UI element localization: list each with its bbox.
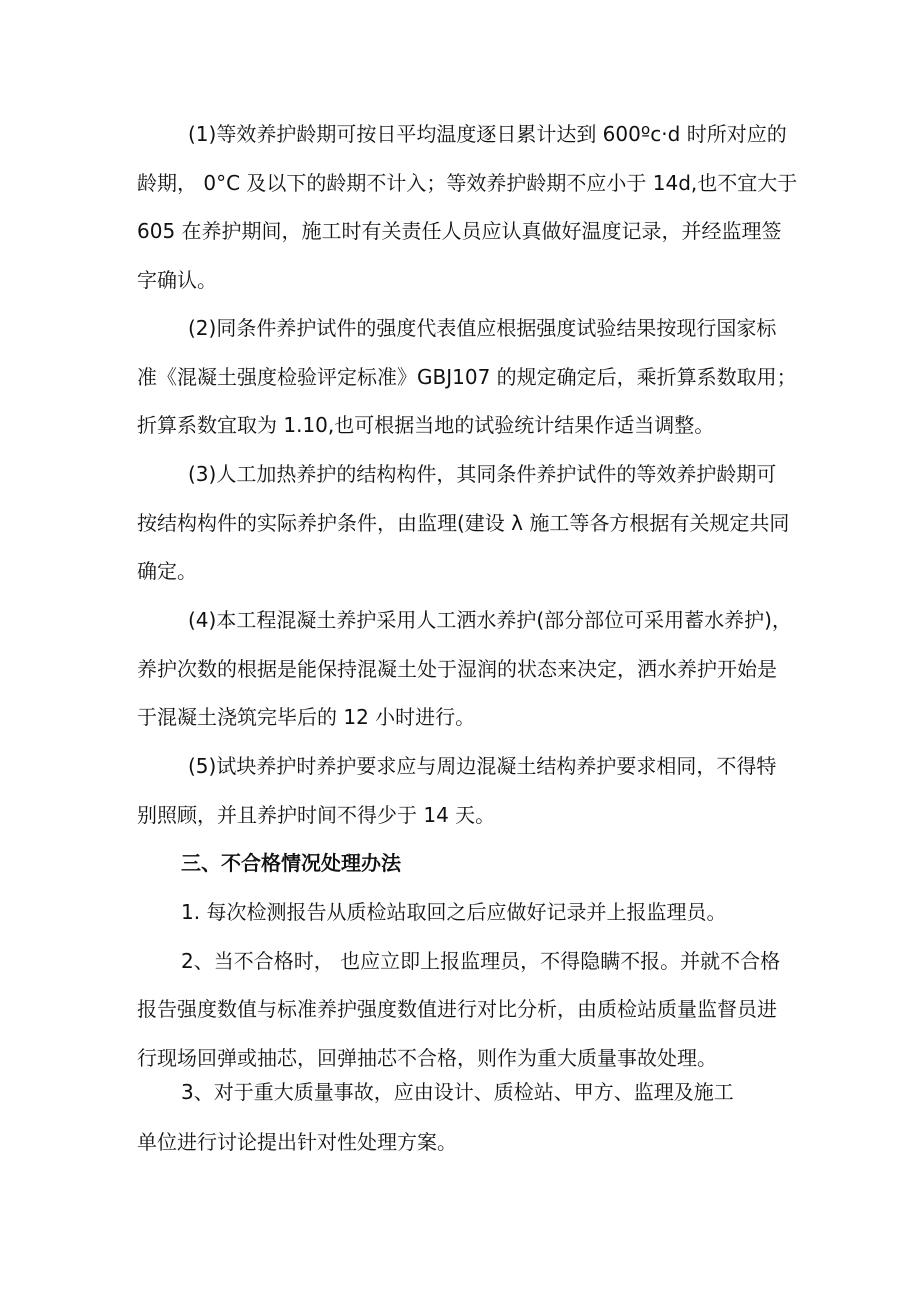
text-line: 按结构构件的实际养护条件，由监理(建设 λ 施工等各方根据有关规定共同 (137, 511, 790, 535)
section-heading: 三、不合格情况处理办法 (181, 851, 401, 875)
text-line: (3)人工加热养护的结构构件，其同条件养护试件的等效养护龄期可 (188, 462, 777, 486)
text-line: (4)本工程混凝土养护采用人工洒水养护(部分部位可采用蓄水养护)， (188, 608, 792, 632)
text-line: 折算系数宜取为 1.10,也可根据当地的试验统计结果作适当调整。 (137, 413, 715, 437)
text-line: 字确认。 (137, 268, 217, 292)
text-line: 3、对于重大质量事故，应由设计、质检站、甲方、监理及施工 (181, 1080, 734, 1104)
text-line: 1. 每次检测报告从质检站取回之后应做好记录并上报监理员。 (181, 900, 727, 924)
text-line: 报告强度数值与标准养护强度数值进行对比分析，由质检站质量监督员进 (137, 997, 777, 1021)
text-line: (1)等效养护龄期可按日平均温度逐日累计达到 600ºc·d 时所对应的 (188, 122, 787, 146)
text-line: 605 在养护期间，施工时有关责任人员应认真做好温度记录，并经监理签 (137, 219, 782, 243)
text-line: 确定。 (137, 559, 197, 583)
text-line: (2)同条件养护试件的强度代表值应根据强度试验结果按现行国家标 (188, 316, 777, 340)
text-line: 单位进行讨论提出针对性处理方案。 (137, 1130, 457, 1154)
text-line: 别照顾，并且养护时间不得少于 14 天。 (137, 803, 496, 827)
text-line: 养护次数的根据是能保持混凝土处于湿润的状态来决定，洒水养护开始是 (137, 657, 777, 681)
text-line: 行现场回弹或抽芯，回弹抽芯不合格，则作为重大质量事故处理。 (137, 1046, 717, 1070)
text-line: 于混凝土浇筑完毕后的 12 小时进行。 (137, 705, 476, 729)
text-line: (5)试块养护时养护要求应与周边混凝土结构养护要求相同，不得特 (188, 754, 777, 778)
text-line: 龄期， 0°C 及以下的龄期不计入；等效养护龄期不应小于 14d,也不宜大于 (137, 171, 798, 195)
text-line: 2、当不合格时， 也应立即上报监理员，不得隐瞒不报。并就不合格 (181, 949, 781, 973)
text-line: 准《混凝土强度检验评定标准》GBJ107 的规定确定后，乘折算系数取用； (137, 365, 797, 389)
